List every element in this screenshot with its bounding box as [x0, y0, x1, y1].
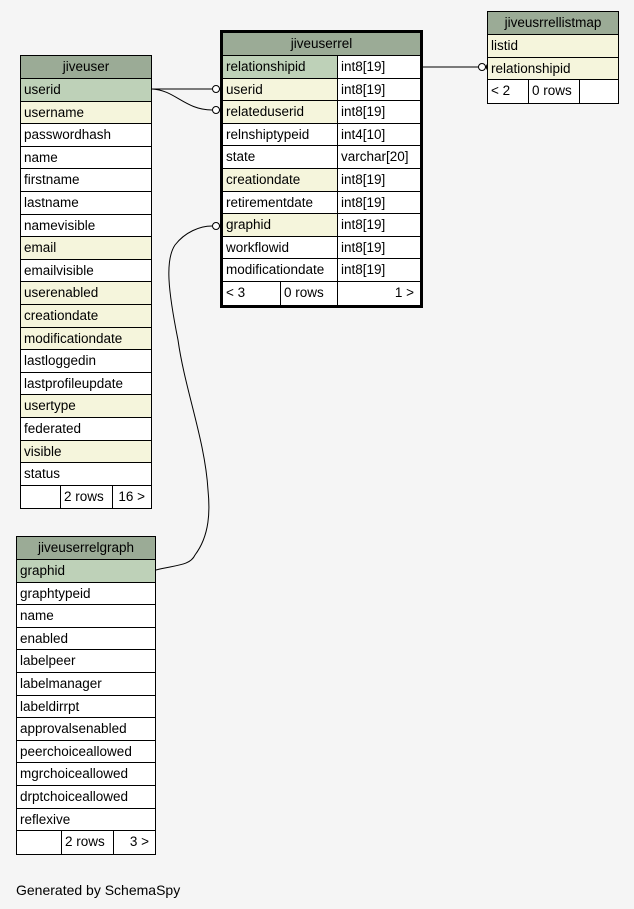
column-row-username[interactable] — [21, 102, 151, 125]
column-row-workflowid[interactable] — [223, 237, 420, 260]
table-title: jiveuserrel — [223, 33, 420, 56]
column-row-userid[interactable] — [21, 79, 151, 102]
column-name: creationdate — [21, 305, 151, 327]
column-name: labelpeer — [20, 653, 76, 669]
column-row-status[interactable] — [21, 463, 151, 486]
column-row-lastname[interactable] — [21, 192, 151, 215]
table-footer — [488, 80, 618, 103]
table-footer — [17, 831, 155, 854]
column-row-modificationdate[interactable] — [223, 259, 420, 282]
column-name: drptchoiceallowed — [20, 788, 129, 804]
footer-parents[interactable] — [17, 831, 61, 854]
table-jiveuser[interactable] — [20, 55, 152, 509]
footer-rows: 0 rows — [528, 80, 579, 103]
column-name: userid — [223, 79, 337, 101]
column-type: int8[19] — [337, 101, 420, 123]
column-name: relateduserid — [223, 101, 337, 123]
column-type: int8[19] — [337, 169, 420, 191]
column-name: labelmanager — [20, 675, 102, 691]
column-row-labelmanager[interactable] — [17, 673, 155, 696]
column-name: graphid — [223, 214, 337, 236]
footer-parents[interactable] — [21, 486, 60, 509]
column-row-relationshipid[interactable] — [488, 58, 618, 81]
column-row-relationshipid[interactable] — [223, 56, 420, 79]
column-row-firstname[interactable] — [21, 169, 151, 192]
column-row-retirementdate[interactable] — [223, 192, 420, 215]
column-row-passwordhash[interactable] — [21, 124, 151, 147]
column-row-relnshiptypeid[interactable] — [223, 124, 420, 147]
column-row-emailvisible[interactable] — [21, 260, 151, 283]
column-name: federated — [24, 420, 82, 436]
column-type: int4[10] — [337, 124, 420, 146]
column-name: emailvisible — [24, 262, 94, 278]
table-footer — [21, 486, 151, 509]
column-row-relateduserid[interactable] — [223, 101, 420, 124]
footer-children[interactable]: 1 > — [337, 282, 420, 305]
column-name: namevisible — [24, 217, 96, 233]
column-name: firstname — [24, 172, 80, 188]
table-title: jiveusrrellistmap — [488, 12, 618, 35]
footer-rows: 0 rows — [280, 282, 337, 305]
column-name: workflowid — [226, 239, 290, 255]
footer-parents[interactable]: < 3 — [226, 284, 246, 300]
column-row-lastprofileupdate[interactable] — [21, 373, 151, 396]
link-relateduserid — [152, 89, 212, 110]
column-name: lastloggedin — [24, 353, 97, 369]
column-name: name — [24, 149, 58, 165]
column-row-graphid[interactable] — [223, 214, 420, 237]
column-name: relationshipid — [223, 56, 337, 78]
column-type: int8[19] — [337, 56, 420, 78]
column-name: creationdate — [223, 169, 337, 191]
column-name: listid — [488, 35, 618, 57]
column-name: status — [24, 466, 61, 482]
column-row-userenabled[interactable] — [21, 282, 151, 305]
column-row-creationdate[interactable] — [223, 169, 420, 192]
table-jiveusrrellistmap[interactable] — [487, 11, 619, 104]
column-row-listid[interactable] — [488, 35, 618, 58]
column-name: state — [226, 149, 256, 165]
column-row-federated[interactable] — [21, 418, 151, 441]
column-name: labeldirrpt — [20, 698, 80, 714]
column-row-email[interactable] — [21, 237, 151, 260]
column-type: int8[19] — [337, 79, 420, 101]
column-name: name — [20, 608, 54, 624]
column-name: peerchoiceallowed — [20, 743, 132, 759]
column-row-peerchoiceallowed[interactable] — [17, 741, 155, 764]
column-type: int8[19] — [337, 259, 420, 281]
column-name: relnshiptypeid — [226, 126, 310, 142]
column-name: lastprofileupdate — [24, 375, 124, 391]
column-row-graphid[interactable] — [17, 560, 155, 583]
column-row-namevisible[interactable] — [21, 215, 151, 238]
column-row-enabled[interactable] — [17, 628, 155, 651]
column-name: graphtypeid — [20, 585, 91, 601]
generated-by-text: Generated by SchemaSpy — [16, 882, 181, 898]
column-row-modificationdate[interactable] — [21, 328, 151, 351]
footer-children[interactable]: 3 > — [113, 831, 155, 854]
column-row-lastloggedin[interactable] — [21, 350, 151, 373]
column-type: varchar[20] — [337, 146, 420, 168]
column-row-mgrchoiceallowed[interactable] — [17, 763, 155, 786]
column-name: visible — [21, 441, 151, 463]
column-row-name[interactable] — [17, 605, 155, 628]
table-footer — [223, 282, 420, 305]
table-jiveuserrel[interactable] — [220, 30, 423, 308]
column-type: int8[19] — [337, 214, 420, 236]
column-row-labeldirrpt[interactable] — [17, 696, 155, 719]
column-name: enabled — [20, 630, 69, 646]
column-name: mgrchoiceallowed — [20, 766, 129, 782]
footer-rows: 2 rows — [61, 831, 113, 854]
footer-rows: 2 rows — [60, 486, 112, 509]
column-type: int8[19] — [337, 237, 420, 259]
column-name: reflexive — [20, 811, 71, 827]
column-name: userid — [21, 79, 151, 101]
column-row-approvalsenabled[interactable] — [17, 718, 155, 741]
column-name: relationshipid — [488, 58, 618, 80]
footer-children[interactable]: 16 > — [112, 486, 151, 509]
column-row-reflexive[interactable] — [17, 809, 155, 832]
column-row-userid[interactable] — [223, 79, 420, 102]
table-title: jiveuser — [21, 56, 151, 79]
column-name: approvalsenabled — [20, 721, 127, 737]
column-name: usertype — [21, 395, 151, 417]
column-name: passwordhash — [24, 127, 112, 143]
column-row-visible[interactable] — [21, 441, 151, 464]
column-row-state[interactable] — [223, 146, 420, 169]
column-row-graphtypeid[interactable] — [17, 583, 155, 606]
column-type: int8[19] — [337, 192, 420, 214]
column-row-usertype[interactable] — [21, 395, 151, 418]
column-name: retirementdate — [226, 194, 314, 210]
footer-parents[interactable]: < 2 — [491, 83, 511, 99]
column-name: email — [21, 237, 151, 259]
column-name: modificationdate — [226, 262, 325, 278]
column-name: lastname — [24, 194, 79, 210]
column-row-drptchoiceallowed[interactable] — [17, 786, 155, 809]
table-title: jiveuserrelgraph — [17, 537, 155, 560]
column-name: modificationdate — [21, 328, 151, 350]
column-row-creationdate[interactable] — [21, 305, 151, 328]
link-graphid — [156, 226, 212, 570]
footer-children[interactable] — [579, 80, 618, 103]
column-name: userenabled — [21, 282, 151, 304]
column-name: graphid — [17, 560, 155, 582]
column-row-labelpeer[interactable] — [17, 650, 155, 673]
column-row-name[interactable] — [21, 147, 151, 170]
table-jiveuserrelgraph[interactable] — [16, 536, 156, 855]
column-name: username — [21, 102, 151, 124]
